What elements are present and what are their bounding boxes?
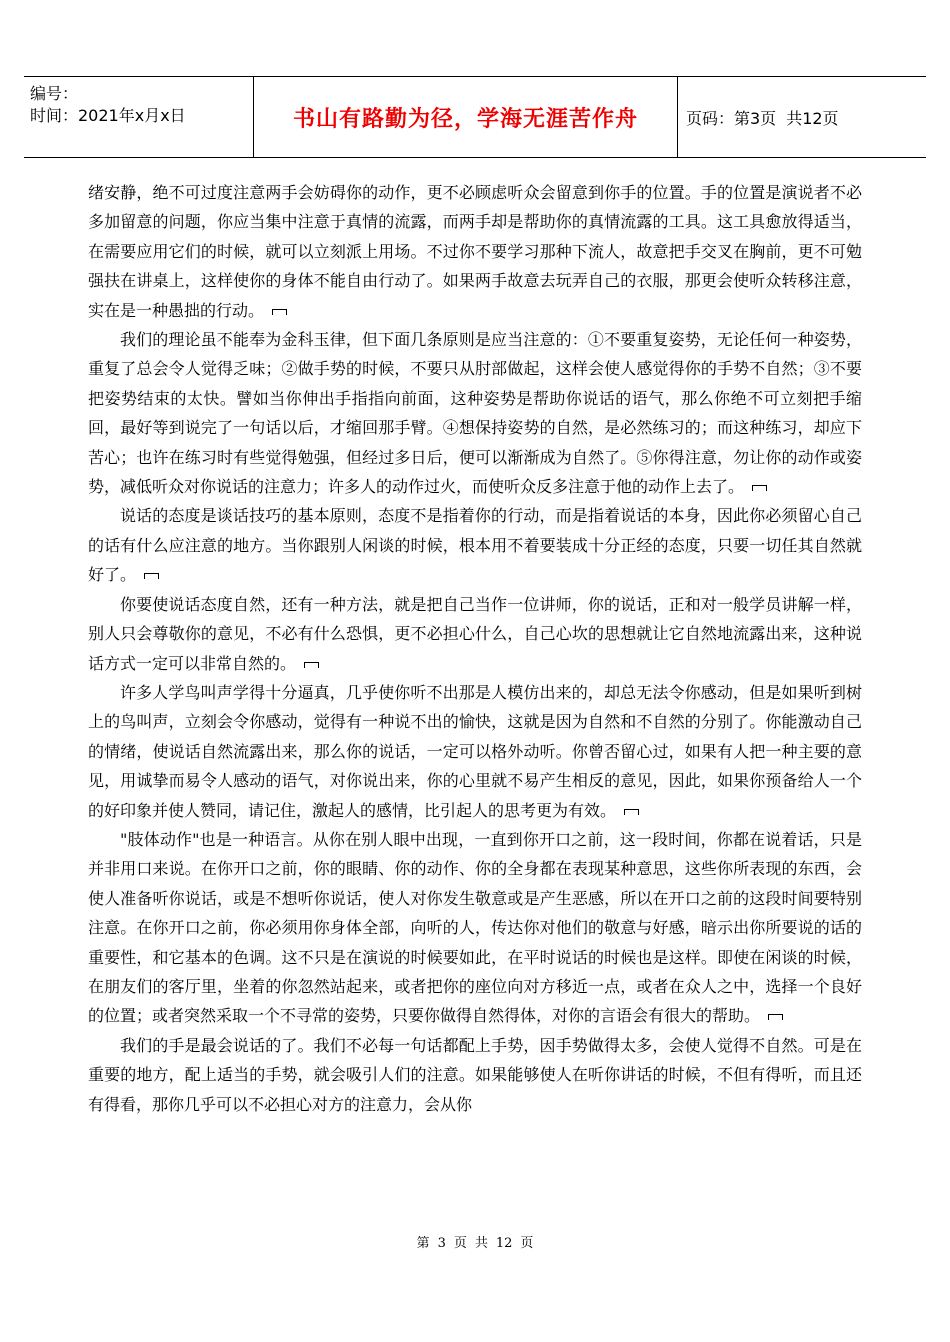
footer-page-unit: 页 <box>453 1236 467 1251</box>
header-page-label: 页码：第3页 <box>686 108 777 128</box>
footer-total-unit: 页 <box>520 1236 534 1251</box>
paragraph: "肢体动作"也是一种语言。从你在别人眼中出现，一直到你开口之前，这一段时间，你都在说着话，只是并非用口来说。在你开口之前，你的眼睛、你的动作、你的全身都在表现某种意思，这些你所表现的东西，会使人准备听你说话，或是不想听你说话，使人对你发生敬意或是产生恶感，所以在开口之前的这段时间要特别注意。在你开口之前，你必须用你身体全部，向听的人，传达你对他们的敬意与好感，暗示出你所要说的话的重要性，和它基本的色调。这不只是在演说的时候要如此，在平时说话的时候也是这样。即使在闲谈的时候，在朋友们的客厅里，坐着的你忽然站起来，或者把你的座位向对方移近一点，或者在众人之中，选择一个良好的位置；或者突然采取一个不寻常的姿势，只要你做得自然得体，对你的言语会有很大的帮助。 <box>88 829 862 1026</box>
footer-total-word: 共 <box>474 1236 488 1251</box>
paragraph: 许多人学鸟叫声学得十分逼真，几乎使你听不出那是人模仿出来的，却总无法令你感动，但是如果听到树上的鸟叫声，立刻会令你感动，觉得有一种说不出的愉快，这就是因为自然和不自然的分别了。你能激动自己的情绪，使说话自然流露出来，那么你的说话，一定可以格外动听。你曾否留心过，如果有人把一种主要的意见，用诚挚而易令人感动的语气，对你说出来，你的心里就不易产生相反的意见，因此，如果你预备给人一个的好印象并使人赞同，请记住，激起人的感情，比引起人的思考更为有效。 <box>88 682 862 820</box>
header-meta <box>24 77 254 157</box>
paragraph-mark-icon <box>272 309 287 315</box>
doc-time-label: 时间：2021年x月x日 <box>30 106 186 125</box>
paragraph-mark-icon <box>768 1014 783 1020</box>
footer-total-number: 12 <box>495 1236 513 1251</box>
paragraph: 你要使说话态度自然，还有一种方法，就是把自己当作一位讲师，你的说话，正和对一般学员讲解一样，别人只会尊敬你的意见，不必有什么恐惧，更不必担心什么，自己心坎的思想就让它自然地流露出来，这种说话方式一定可以非常自然的。 <box>88 594 862 673</box>
paragraph: 我们的理论虽不能奉为金科玉律，但下面几条原则是应当注意的：①不要重复姿势，无论任何一种姿势，重复了总会令人觉得乏味；②做手势的时候，不要只从肘部做起，这样会使人感觉得你的手势不自然；③不要把姿势结束的太快。譬如当你伸出手指指向前面，这种姿势是帮助你说话的语气，那么你绝不可立刻把手缩回，最好等到说完了一句话以后，才缩回那手臂。④想保持姿势的自然，是必然练习的；而这种练习，却应下苦心；也许在练习时有些觉得勉强，但经过多日后，便可以渐渐成为自然了。⑤你得注意，勿让你的动作或姿势，减低听众对你说话的注意力；许多人的动作过火，而使听众反多注意于他的动作上去了。 <box>88 330 862 497</box>
paragraph: 我们的手是最会说话的了。我们不必每一句话都配上手势，因手势做得太多，会使人觉得不自然。可是在重要的地方，配上适当的手势，就会吸引人们的注意。如果能够使人在听你讲话的时候，不但有得听，而且还有得看，那你几乎可以不必担心对方的注意力，会从你 <box>88 1035 862 1114</box>
paragraph-mark-icon <box>624 809 639 815</box>
doc-number-label: 编号： <box>30 84 79 103</box>
header-page-info <box>678 77 926 157</box>
paragraph-mark-icon <box>144 573 159 579</box>
paragraph: 绪安静，绝不可过度注意两手会妨碍你的动作，更不必顾虑听众会留意到你手的位置。手的位置是演说者不必多加留意的问题，你应当集中注意于真情的流露，而两手却是帮助你的真情流露的工具。这工具愈放得适当，在需要应用它们的时候，就可以立刻派上用场。不过你不要学习那种下流人，故意把手交叉在胸前，更不可勉强扶在讲桌上，这样使你的身体不能自由行动了。如果两手故意去玩弄自己的衣服，那更会使听众转移注意，实在是一种愚拙的行动。 <box>88 183 862 320</box>
paragraph: 说话的态度是谈话技巧的基本原则，态度不是指着你的行动，而是指着说话的本身，因此你必须留心自己的话有什么应注意的地方。当你跟别人闲谈的时候，根本用不着要装成十分正经的态度，只要一切任其自然就好了。 <box>88 506 862 585</box>
footer-page-word: 第 <box>416 1236 430 1251</box>
document-body <box>88 178 862 1119</box>
paragraph-mark-icon <box>304 662 319 668</box>
header-motto: 书山有路勤为径，学海无涯苦作舟 <box>254 77 678 157</box>
paragraph-mark-icon <box>752 485 767 491</box>
page-footer <box>0 1232 950 1251</box>
header-total-label: 共12页 <box>786 108 839 128</box>
page-header <box>24 76 926 158</box>
footer-page-number: 3 <box>437 1236 446 1251</box>
